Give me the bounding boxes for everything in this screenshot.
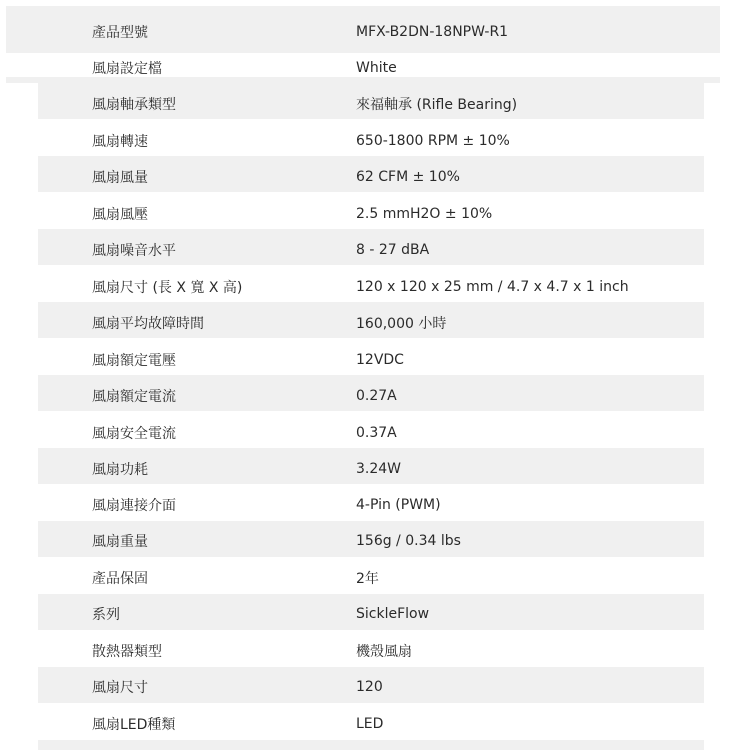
spec-value: 120 [356,679,383,695]
spec-row [0,451,750,487]
spec-label: 風扇重量 [92,534,148,550]
spec-label: 風扇平均故障時間 [92,316,204,332]
spec-value: White [356,60,397,76]
spec-row [0,415,750,451]
spec-row [0,560,750,596]
spec-row [0,14,750,50]
spec-value: 156g / 0.34 lbs [356,533,461,549]
spec-row [0,706,750,742]
spec-value: 機殼風扇 [356,644,412,660]
spec-label: 系列 [92,607,120,623]
spec-row [0,342,750,378]
spec-value: 62 CFM ± 10% [356,169,460,185]
spec-value: 650-1800 RPM ± 10% [356,133,510,149]
spec-value: 0.37A [356,425,397,441]
spec-label: 風扇額定電壓 [92,353,176,369]
spec-label: 風扇LED種類 [92,717,176,733]
spec-row [0,633,750,669]
spec-value: 2年 [356,571,379,587]
spec-label: 散熱器類型 [92,644,162,660]
spec-value: 來福軸承 (Rifle Bearing) [356,97,518,113]
spec-label: 產品保固 [92,571,148,587]
spec-value: 8 - 27 dBA [356,242,430,258]
spec-row [0,523,750,559]
spec-value: 3.24W [356,461,402,477]
spec-row [0,123,750,159]
spec-label: 風扇功耗 [92,462,148,478]
spec-row [0,305,750,341]
spec-label: 風扇風量 [92,170,148,186]
spec-value: 12VDC [356,352,404,368]
spec-label: 風扇尺寸 (長 X 寬 X 高) [92,280,243,296]
spec-row [0,196,750,232]
spec-row [0,232,750,268]
spec-value: SickleFlow [356,606,430,622]
spec-label: 風扇設定檔 [92,61,162,77]
spec-row [0,378,750,414]
spec-label: 風扇尺寸 [92,680,148,696]
spec-label: 風扇轉速 [92,134,148,150]
spec-value: 4-Pin (PWM) [356,497,441,513]
spec-row [0,269,750,305]
spec-label: 風扇安全電流 [92,426,176,442]
spec-value: 160,000 小時 [356,316,447,332]
spec-value: 120 x 120 x 25 mm / 4.7 x 4.7 x 1 inch [356,279,629,295]
spec-label: 風扇噪音水平 [92,243,176,259]
spec-label: 產品型號 [92,25,148,41]
spec-value: 2.5 mmH2O ± 10% [356,206,493,222]
spec-row [0,86,750,122]
spec-value: MFX-B2DN-18NPW-R1 [356,24,509,40]
spec-value: LED [356,716,384,732]
spec-row [0,669,750,705]
spec-label: 風扇軸承類型 [92,97,176,113]
spec-label: 風扇額定電流 [92,389,176,405]
spec-row [0,487,750,523]
spec-row [0,159,750,195]
spec-value: 0.27A [356,388,397,404]
spec-row [0,596,750,632]
spec-label: 風扇連接介面 [92,498,176,514]
spec-row [0,50,750,86]
spec-label: 風扇風壓 [92,207,148,223]
